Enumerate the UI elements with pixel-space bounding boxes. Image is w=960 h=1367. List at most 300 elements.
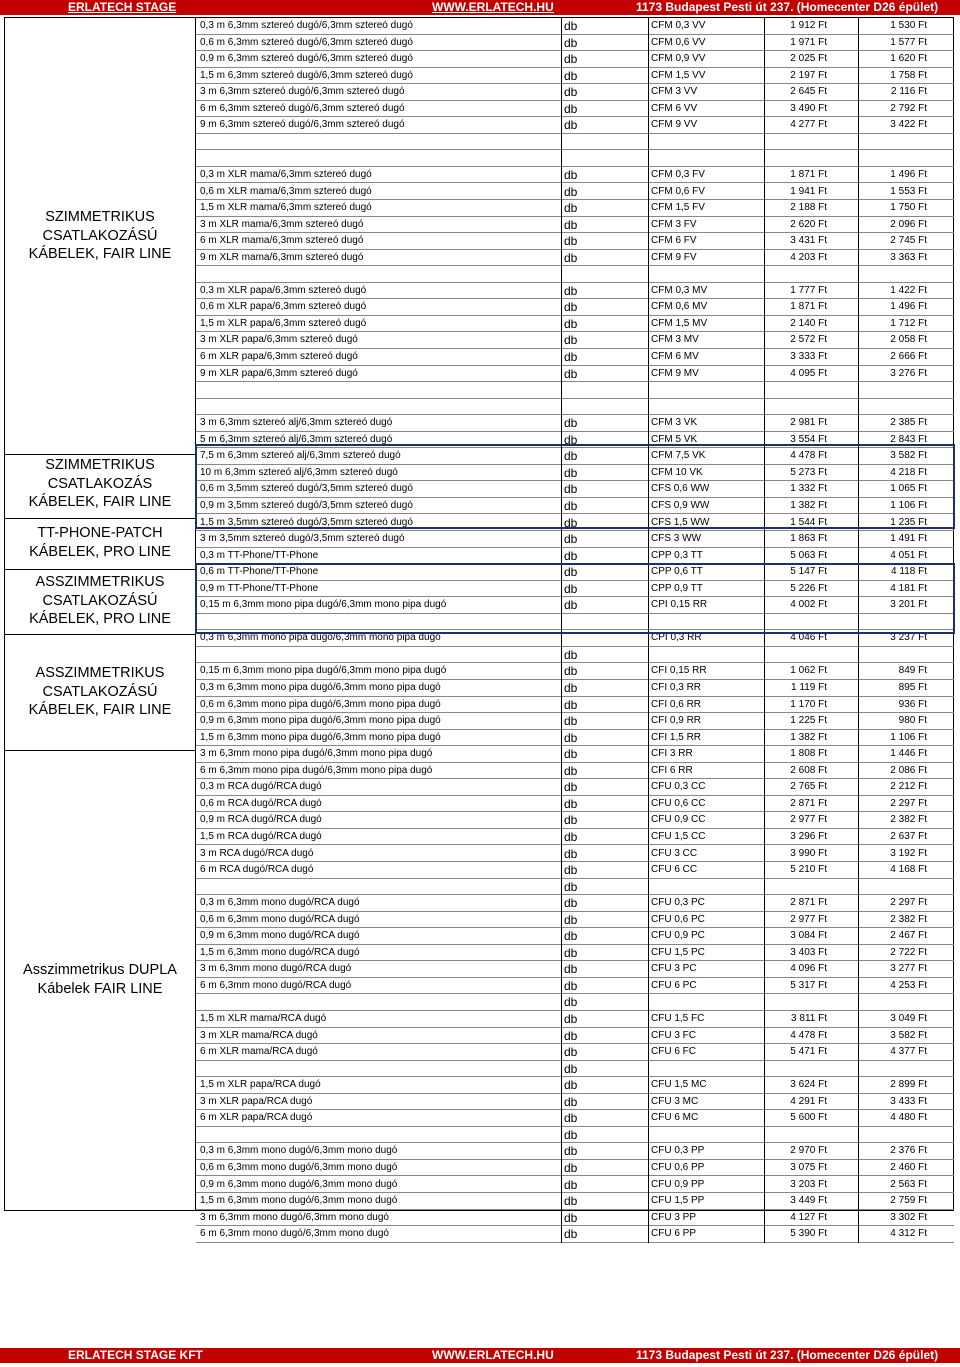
gross-price-cell: 4 002 Ft: [790, 599, 827, 611]
unit-cell: db: [564, 333, 578, 348]
product-code-cell: CFI 3 RR: [651, 748, 693, 760]
gross-price-cell: 1 332 Ft: [790, 483, 827, 495]
product-name-cell: 0,6 m 6,3mm mono pipa dugó/6,3mm mono pipa dugó: [200, 698, 441, 710]
net-price-cell: 1 577 Ft: [890, 36, 927, 48]
unit-cell: db: [564, 896, 578, 911]
gross-price-cell: 2 025 Ft: [790, 53, 827, 65]
gross-price-cell: 4 478 Ft: [790, 1029, 827, 1041]
unit-cell: db: [564, 730, 578, 745]
product-name-cell: 9 m XLR papa/6,3mm sztereó dugó: [200, 367, 358, 379]
product-code-cell: CFM 9 VV: [651, 119, 698, 131]
table-row: [196, 1028, 954, 1045]
product-name-cell: 6 m 6,3mm sztereó dugó/6,3mm sztereó dugó: [200, 102, 405, 114]
header-website-link[interactable]: WWW.ERLATECH.HU: [432, 0, 554, 14]
gross-price-cell: 1 808 Ft: [790, 748, 827, 760]
category-line: Asszimmetrikus DUPLA: [23, 962, 177, 978]
gross-price-cell: 2 871 Ft: [790, 797, 827, 809]
product-code-cell: CFS 3 WW: [651, 533, 701, 545]
table-row: [196, 779, 954, 796]
product-code-cell: CFU 3 PP: [651, 1211, 697, 1223]
unit-cell: db: [564, 664, 578, 679]
page-footer: [0, 1348, 960, 1363]
net-price-cell: 2 096 Ft: [890, 218, 927, 230]
table-row: [196, 35, 954, 52]
gross-price-cell: 1 170 Ft: [790, 698, 827, 710]
unit-cell: db: [564, 1210, 578, 1225]
net-price-cell: 3 433 Ft: [890, 1095, 927, 1107]
gross-price-cell: 5 210 Ft: [790, 864, 827, 876]
net-price-cell: 1 106 Ft: [890, 731, 927, 743]
product-code-cell: CFM 10 VK: [651, 466, 703, 478]
net-price-cell: 3 192 Ft: [890, 847, 927, 859]
table-row: [196, 548, 954, 565]
table-row: [196, 1077, 954, 1094]
gross-price-cell: 5 471 Ft: [790, 1046, 827, 1058]
product-name-cell: 0,3 m 6,3mm mono pipa dugó/6,3mm mono pipa dugó: [200, 632, 441, 644]
product-name-cell: 6 m XLR papa/RCA dugó: [200, 1112, 313, 1124]
product-code-cell: CFM 3 FV: [651, 218, 697, 230]
product-code-cell: CFM 7,5 VK: [651, 450, 706, 462]
product-name-cell: 3 m 6,3mm sztereó alj/6,3mm sztereó dugó: [200, 417, 393, 429]
product-name-cell: 3 m 6,3mm sztereó dugó/6,3mm sztereó dugó: [200, 86, 405, 98]
product-name-cell: 3 m RCA dugó/RCA dugó: [200, 847, 314, 859]
net-price-cell: 1 553 Ft: [890, 185, 927, 197]
category-line: Kábelek FAIR LINE: [37, 980, 163, 997]
unit-cell: db: [564, 995, 578, 1010]
table-row: [196, 184, 954, 201]
footer-company: ERLATECH STAGE KFT: [68, 1348, 203, 1362]
product-code-cell: CFM 0,9 VV: [651, 53, 706, 65]
product-name-cell: 0,3 m 6,3mm sztereó dugó/6,3mm sztereó dugó: [200, 20, 413, 31]
product-code-cell: CPP 0,6 TT: [651, 566, 703, 578]
table-row: [196, 299, 954, 316]
net-price-cell: 2 843 Ft: [890, 433, 927, 445]
product-name-cell: 0,3 m TT-Phone/TT-Phone: [200, 549, 319, 561]
net-price-cell: 1 422 Ft: [890, 284, 927, 296]
gross-price-cell: 3 203 Ft: [790, 1178, 827, 1190]
net-price-cell: 2 792 Ft: [890, 102, 927, 114]
net-price-cell: 2 058 Ft: [890, 334, 927, 346]
unit-cell: db: [564, 1061, 578, 1076]
net-price-cell: 2 297 Ft: [890, 797, 927, 809]
table-row: [196, 730, 954, 747]
category-line: KÁBELEK, FAIR LINE: [28, 702, 172, 718]
unit-cell: db: [564, 780, 578, 795]
category-line: SZIMMETRIKUS: [45, 209, 155, 225]
unit-cell: db: [564, 846, 578, 861]
unit-cell: db: [564, 945, 578, 960]
gross-price-cell: 4 096 Ft: [790, 963, 827, 975]
unit-cell: db: [564, 565, 578, 580]
product-name-cell: 6 m RCA dugó/RCA dugó: [200, 864, 314, 876]
gross-price-cell: 5 317 Ft: [790, 979, 827, 991]
net-price-cell: 1 750 Ft: [890, 202, 927, 214]
table-row: [196, 382, 954, 399]
gross-price-cell: 1 871 Ft: [790, 168, 827, 180]
net-price-cell: 3 277 Ft: [890, 963, 927, 975]
product-name-cell: 6 m 6,3mm mono dugó/6,3mm mono dugó: [200, 1228, 389, 1240]
net-price-cell: 1 235 Ft: [890, 516, 927, 528]
product-name-cell: 6 m XLR papa/6,3mm sztereó dugó: [200, 351, 358, 362]
product-name-cell: 0,9 m 6,3mm mono dugó/6,3mm mono dugó: [200, 1178, 398, 1190]
gross-price-cell: 1 971 Ft: [790, 36, 827, 48]
table-row: [196, 1143, 954, 1160]
gross-price-cell: 4 203 Ft: [790, 251, 827, 263]
product-code-cell: CFU 6 CC: [651, 864, 698, 876]
gross-price-cell: 2 572 Ft: [790, 334, 827, 346]
unit-cell: db: [564, 962, 578, 977]
gross-price-cell: 4 277 Ft: [790, 119, 827, 131]
unit-cell: db: [564, 598, 578, 613]
product-code-cell: CFU 1,5 PP: [651, 1195, 705, 1207]
net-price-cell: 1 065 Ft: [890, 483, 927, 495]
gross-price-cell: 5 226 Ft: [790, 582, 827, 594]
category-line: CSATLAKOZÁSÚ: [42, 683, 158, 700]
table-row: [196, 879, 954, 896]
table-row: [196, 101, 954, 118]
unit-cell: db: [564, 1194, 578, 1209]
net-price-cell: 1 758 Ft: [890, 69, 927, 81]
gross-price-cell: 3 075 Ft: [790, 1161, 827, 1173]
unit-cell: db: [564, 1012, 578, 1026]
product-code-cell: CFU 1,5 MC: [651, 1079, 707, 1091]
product-name-cell: 0,6 m XLR mama/6,3mm sztereó dugó: [200, 185, 372, 197]
gross-price-cell: 2 977 Ft: [790, 913, 827, 925]
net-price-cell: 2 759 Ft: [890, 1195, 927, 1207]
category-unbalanced-pro: [5, 573, 195, 629]
unit-cell: db: [564, 1111, 578, 1126]
net-price-cell: 3 049 Ft: [890, 1013, 927, 1024]
table-row: [196, 994, 954, 1011]
net-price-cell: 3 422 Ft: [890, 119, 927, 131]
gross-price-cell: 5 063 Ft: [790, 549, 827, 561]
table-row: [196, 829, 954, 846]
category-separator: [5, 518, 195, 519]
product-name-cell: 0,9 m 6,3mm mono pipa dugó/6,3mm mono pipa dugó: [200, 715, 441, 727]
product-code-cell: CFM 9 FV: [651, 251, 697, 263]
product-code-cell: CFM 0,3 VV: [651, 20, 706, 31]
product-name-cell: 0,15 m 6,3mm mono pipa dugó/6,3mm mono pipa dugó: [200, 599, 447, 611]
product-code-cell: CFU 0,3 PC: [651, 897, 705, 909]
table-row: [196, 961, 954, 978]
gross-price-cell: 3 624 Ft: [790, 1079, 827, 1091]
unit-cell: db: [564, 201, 578, 216]
net-price-cell: 2 297 Ft: [890, 897, 927, 909]
net-price-cell: 2 722 Ft: [890, 946, 927, 958]
product-name-cell: 6 m XLR mama/6,3mm sztereó dugó: [200, 235, 364, 247]
gross-price-cell: 5 600 Ft: [790, 1112, 827, 1124]
gross-price-cell: 2 140 Ft: [790, 317, 827, 329]
product-name-cell: 1,5 m XLR papa/RCA dugó: [200, 1079, 321, 1091]
gross-price-cell: 3 990 Ft: [790, 847, 827, 859]
net-price-cell: 2 212 Ft: [890, 781, 927, 793]
product-name-cell: 1,5 m 6,3mm mono dugó/RCA dugó: [200, 946, 360, 958]
table-row: [196, 680, 954, 697]
table-row: [196, 1160, 954, 1177]
net-price-cell: 3 276 Ft: [890, 367, 927, 379]
product-name-cell: 3 m XLR papa/RCA dugó: [200, 1095, 313, 1107]
net-price-cell: 1 712 Ft: [890, 317, 927, 329]
product-code-cell: CPI 0,15 RR: [651, 599, 708, 611]
product-code-cell: CFU 3 FC: [651, 1029, 696, 1041]
footer-website-link[interactable]: WWW.ERLATECH.HU: [432, 1348, 554, 1362]
gross-price-cell: 3 449 Ft: [790, 1195, 827, 1207]
table-row: [196, 945, 954, 962]
table-row: [196, 895, 954, 912]
table-row: [196, 796, 954, 813]
net-price-cell: 4 118 Ft: [891, 566, 927, 578]
unit-cell: db: [564, 747, 578, 762]
product-code-cell: CFM 6 VV: [651, 102, 698, 114]
gross-price-cell: 3 811 Ft: [791, 1013, 827, 1024]
unit-cell: db: [564, 532, 578, 547]
product-name-cell: 3 m 6,3mm mono dugó/6,3mm mono dugó: [200, 1211, 389, 1223]
category-unbalanced-dual-fair: [5, 961, 195, 998]
product-name-cell: 7,5 m 6,3mm sztereó alj/6,3mm sztereó dugó: [200, 450, 401, 462]
product-name-cell: 6 m XLR mama/RCA dugó: [200, 1046, 318, 1058]
highlight-box-balanced: [195, 444, 955, 529]
gross-price-cell: 1 225 Ft: [790, 715, 827, 727]
product-code-cell: CFM 3 VK: [651, 417, 698, 429]
footer-address: 1173 Budapest Pesti út 237. (Homecenter D26 épület): [636, 1348, 939, 1362]
unit-cell: db: [564, 813, 578, 828]
product-name-cell: 0,6 m TT-Phone/TT-Phone: [200, 566, 319, 578]
category-line: CSATLAKOZÁSÚ: [42, 592, 158, 609]
net-price-cell: 3 201 Ft: [890, 599, 927, 611]
table-row: [196, 663, 954, 680]
gross-price-cell: 1 062 Ft: [790, 665, 827, 677]
gross-price-cell: 1 871 Ft: [790, 301, 827, 313]
unit-cell: db: [564, 1028, 578, 1043]
unit-cell: db: [564, 416, 578, 431]
gross-price-cell: 1 941 Ft: [790, 185, 827, 197]
table-row: [196, 1193, 954, 1210]
price-table: [4, 17, 954, 1242]
product-code-cell: CFU 0,9 PP: [651, 1178, 705, 1190]
product-code-cell: CFU 1,5 FC: [651, 1013, 705, 1024]
product-name-cell: 6 m 6,3mm mono pipa dugó/6,3mm mono pipa dugó: [200, 764, 433, 776]
unit-cell: db: [564, 35, 578, 50]
product-name-cell: 0,3 m RCA dugó/RCA dugó: [200, 781, 322, 793]
product-name-cell: 0,6 m 6,3mm mono dugó/6,3mm mono dugó: [200, 1161, 398, 1173]
table-row: [196, 1210, 954, 1227]
table-row: [196, 68, 954, 85]
unit-cell: db: [564, 681, 578, 695]
net-price-cell: 3 237 Ft: [890, 632, 927, 644]
category-line: KÁBELEK, FAIR LINE: [28, 246, 172, 262]
product-code-cell: CFU 0,6 PP: [651, 1161, 705, 1173]
unit-cell: db: [564, 449, 578, 464]
unit-cell: db: [564, 796, 578, 811]
gross-price-cell: 2 765 Ft: [790, 781, 827, 793]
page-header: [0, 0, 960, 15]
gross-price-cell: 5 390 Ft: [790, 1228, 827, 1240]
gross-price-cell: 1 382 Ft: [790, 731, 827, 743]
table-row: [196, 250, 954, 267]
category-ttphone-pro: [5, 524, 195, 561]
product-name-cell: 9 m 6,3mm sztereó dugó/6,3mm sztereó dugó: [200, 119, 405, 131]
product-code-cell: CFM 0,6 MV: [651, 301, 708, 313]
category-line: KÁBELEK, FAIR LINE: [28, 494, 172, 510]
product-code-cell: CFI 6 RR: [651, 764, 693, 776]
table-row: [196, 862, 954, 879]
table-row: [196, 134, 954, 151]
net-price-cell: 895 Ft: [898, 682, 927, 693]
category-balanced-fair-2: [5, 456, 195, 512]
unit-cell: db: [564, 1177, 578, 1192]
product-code-cell: CFU 0,9 CC: [651, 814, 706, 826]
gross-price-cell: 2 645 Ft: [790, 86, 827, 98]
net-price-cell: 2 745 Ft: [890, 235, 927, 247]
product-code-cell: CFI 0,9 RR: [651, 715, 702, 727]
category-unbalanced-fair: [5, 664, 195, 720]
product-code-cell: CFU 0,6 PC: [651, 913, 705, 925]
category-separator: [5, 634, 195, 635]
product-name-cell: 0,15 m 6,3mm mono pipa dugó/6,3mm mono pipa dugó: [200, 665, 447, 677]
net-price-cell: 4 377 Ft: [890, 1046, 927, 1058]
unit-cell: db: [564, 978, 578, 993]
product-code-cell: CPI 0,3 RR: [651, 632, 702, 644]
net-price-cell: 4 051 Ft: [890, 549, 927, 561]
unit-cell: db: [564, 101, 578, 116]
unit-cell: db: [564, 763, 578, 778]
gross-price-cell: 3 333 Ft: [790, 351, 827, 362]
product-name-cell: 0,3 m 6,3mm mono dugó/RCA dugó: [200, 897, 360, 909]
table-row: [196, 1044, 954, 1061]
product-name-cell: 1,5 m 6,3mm mono pipa dugó/6,3mm mono pipa dugó: [200, 731, 441, 743]
table-row: [196, 1061, 954, 1078]
net-price-cell: 4 181 Ft: [890, 582, 927, 594]
table-row: [196, 349, 954, 366]
gross-price-cell: 1 863 Ft: [790, 533, 827, 545]
net-price-cell: 3 363 Ft: [890, 251, 927, 263]
net-price-cell: 2 666 Ft: [890, 351, 927, 362]
product-name-cell: 3 m 3,5mm sztereó dugó/3,5mm sztereó dugó: [200, 533, 405, 545]
product-code-cell: CFM 3 MV: [651, 334, 699, 346]
net-price-cell: 2 116 Ft: [891, 86, 927, 98]
product-code-cell: CFM 0,3 FV: [651, 168, 705, 180]
net-price-cell: 2 563 Ft: [890, 1178, 927, 1190]
product-code-cell: CFM 3 VV: [651, 86, 698, 98]
product-code-cell: CFU 6 FC: [651, 1046, 696, 1058]
product-name-cell: 6 m 6,3mm mono dugó/RCA dugó: [200, 979, 352, 991]
table-row: [196, 150, 954, 167]
gross-price-cell: 2 608 Ft: [790, 764, 827, 776]
unit-cell: db: [564, 498, 578, 513]
unit-cell: db: [564, 879, 578, 894]
net-price-cell: 936 Ft: [898, 698, 927, 710]
net-price-cell: 980 Ft: [898, 715, 927, 727]
gross-price-cell: 3 490 Ft: [790, 102, 827, 114]
net-price-cell: 3 582 Ft: [890, 1029, 927, 1041]
product-name-cell: 3 m 6,3mm mono pipa dugó/6,3mm mono pipa dugó: [200, 748, 433, 760]
table-row: [196, 531, 954, 548]
table-row: [196, 283, 954, 300]
table-row: [196, 366, 954, 383]
net-price-cell: 1 446 Ft: [890, 748, 927, 760]
table-row: [196, 316, 954, 333]
product-name-cell: 0,6 m 6,3mm mono dugó/RCA dugó: [200, 913, 360, 925]
unit-cell: db: [564, 167, 578, 182]
gross-price-cell: 3 431 Ft: [790, 235, 827, 247]
product-code-cell: CFU 0,6 CC: [651, 797, 706, 809]
gross-price-cell: 2 188 Ft: [790, 202, 827, 214]
unit-cell: db: [564, 68, 578, 83]
unit-cell: db: [564, 184, 578, 199]
product-code-cell: CFU 0,3 PP: [651, 1145, 705, 1157]
table-row: [196, 1177, 954, 1194]
net-price-cell: 2 899 Ft: [890, 1079, 927, 1091]
product-code-cell: CFM 6 FV: [651, 235, 697, 247]
unit-cell: db: [564, 85, 578, 100]
unit-cell: db: [564, 217, 578, 232]
product-name-cell: 0,3 m 6,3mm mono dugó/6,3mm mono dugó: [200, 1145, 398, 1157]
unit-cell: db: [564, 118, 578, 133]
table-row: [196, 1110, 954, 1127]
product-name-cell: 1,5 m XLR papa/6,3mm sztereó dugó: [200, 317, 367, 329]
unit-cell: db: [564, 829, 578, 844]
product-code-cell: CFM 9 MV: [651, 367, 699, 379]
unit-cell: db: [564, 1127, 578, 1142]
product-code-cell: CFI 1,5 RR: [651, 731, 702, 743]
unit-cell: db: [564, 283, 578, 298]
product-name-cell: 1,5 m 3,5mm sztereó dugó/3,5mm sztereó dugó: [200, 516, 413, 528]
net-price-cell: 2 086 Ft: [890, 764, 927, 776]
table-row: [196, 713, 954, 730]
product-name-cell: 0,6 m XLR papa/6,3mm sztereó dugó: [200, 301, 367, 313]
category-line: CSATLAKOZÁS: [47, 475, 153, 492]
category-balanced-fair-1: [5, 208, 195, 264]
product-name-cell: 0,6 m 6,3mm sztereó dugó/6,3mm sztereó dugó: [200, 36, 413, 48]
table-row: [196, 928, 954, 945]
gross-price-cell: 2 871 Ft: [790, 897, 827, 909]
table-row: [196, 415, 954, 432]
product-name-cell: 5 m 6,3mm sztereó alj/6,3mm sztereó dugó: [200, 433, 393, 445]
unit-cell: db: [564, 581, 578, 596]
unit-cell: db: [564, 1094, 578, 1109]
table-row: [196, 1127, 954, 1144]
category-line: ASSZIMMETRIKUS: [35, 665, 165, 681]
product-name-cell: 0,9 m TT-Phone/TT-Phone: [200, 582, 319, 594]
table-row: [196, 167, 954, 184]
net-price-cell: 4 480 Ft: [890, 1112, 927, 1124]
product-name-cell: 1,5 m XLR mama/RCA dugó: [200, 1013, 327, 1024]
net-price-cell: 2 460 Ft: [890, 1161, 927, 1173]
gross-price-cell: 5 273 Ft: [790, 466, 827, 478]
table-row: [196, 746, 954, 763]
unit-cell: db: [564, 1045, 578, 1060]
product-name-cell: 3 m XLR papa/6,3mm sztereó dugó: [200, 334, 358, 346]
product-code-cell: CFU 6 PC: [651, 979, 697, 991]
product-code-cell: CFI 0,6 RR: [651, 698, 702, 710]
product-name-cell: 0,9 m RCA dugó/RCA dugó: [200, 814, 322, 826]
gross-price-cell: 2 981 Ft: [790, 417, 827, 429]
product-code-cell: CFU 0,3 CC: [651, 781, 706, 793]
gross-price-cell: 5 147 Ft: [790, 566, 827, 578]
product-code-cell: CFI 0,3 RR: [651, 682, 702, 693]
unit-cell: db: [564, 432, 578, 447]
unit-cell: db: [564, 52, 578, 67]
table-row: [196, 200, 954, 217]
product-name-cell: 3 m XLR mama/6,3mm sztereó dugó: [200, 218, 364, 230]
table-row: [196, 763, 954, 780]
gross-price-cell: 3 296 Ft: [790, 830, 827, 842]
table-row: [196, 912, 954, 929]
product-name-cell: 0,9 m 6,3mm sztereó dugó/6,3mm sztereó dugó: [200, 53, 413, 65]
product-code-cell: CFM 6 MV: [651, 351, 699, 362]
product-name-cell: 3 m 6,3mm mono dugó/RCA dugó: [200, 963, 352, 975]
net-price-cell: 2 637 Ft: [890, 830, 927, 842]
